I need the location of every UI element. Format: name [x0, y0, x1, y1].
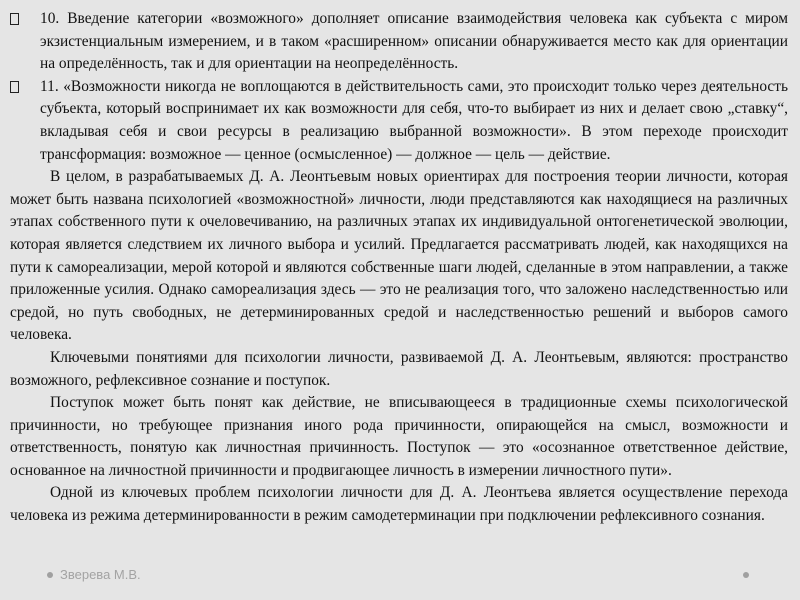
bullet-text: 11. «Возможности никогда не воплощаются в действительность сами, это происходит только через деятельность субъекта, который воспринимает их как возможности для себя, что-то выбирает из них и делает свою „ставку“, вкладывая себя и свои ресурсы в реализацию выбранной возможности». В этом переходе происходит трансформация: возможное — ценное (осмысленное) — должное — цель — действие. [40, 77, 788, 163]
bullet-text: 10. Введение категории «возможного» дополняет описание взаимодействия человека как субъекта с миром экзистенциальным измерением, и в таком «расширенном» описании обнаруживается место как для ориентации на определённость, так и для ориентации на неопределённость. [40, 10, 788, 73]
footer-author: Зверева М.В. [60, 567, 141, 582]
footer-dot-icon [743, 572, 749, 578]
paragraph-act-definition: Поступок может быть понят как действие, не вписывающееся в традиционные схемы психологической причинности, но требующее признания иного рода причинности, опирающейся на смысл, возможности и ответственность, понятую как личностная причинность. Поступок — это «осознанное ответственное действие, основанное на личностной причинности и продвигающее личность в измерении личностного пути». [10, 394, 788, 479]
empty-square-bullet-icon [10, 81, 19, 93]
bullet-item-10 [10, 8, 788, 76]
paragraph-key-concepts: Ключевыми понятиями для психологии личности, развиваемой Д. А. Леонтьевым, являются: пространство возможного, рефлексивное сознание и поступок. [10, 348, 788, 389]
footer-dot-icon [47, 572, 53, 578]
bullet-item-11 [10, 76, 788, 166]
slide-footer [0, 566, 800, 586]
paragraph-self-determination: Одной из ключевых проблем психологии личности для Д. А. Леонтьева является осуществление перехода человека из режима детерминированности в режим самодетерминации при подключении рефлексивного сознания. [10, 484, 788, 525]
paragraph-self-realization: В целом, в разрабатываемых Д. А. Леонтьевым новых ориентирах для построения теории личности, которая может быть названа психологией «возможностной» личности, люди представляются как находящиеся на различных этапах собственного пути к очеловечиванию, на различных этапах их индивидуальной онтогенетической эволюции, которая является следствием их личного выбора и усилий. Предлагается рассматривать людей, как находящихся на пути к самореализации, мерой которой и являются собственные шаги людей, сделанные в этом направлении, а также приложенные усилия. Однако самореализация здесь — это не реализация того, что заложено наследственностью или средой, но путь свободных, не детерминированных средой и наследственностью решений и выборов самого человека. [10, 168, 788, 344]
slide-content [10, 8, 788, 528]
empty-square-bullet-icon [10, 13, 19, 25]
